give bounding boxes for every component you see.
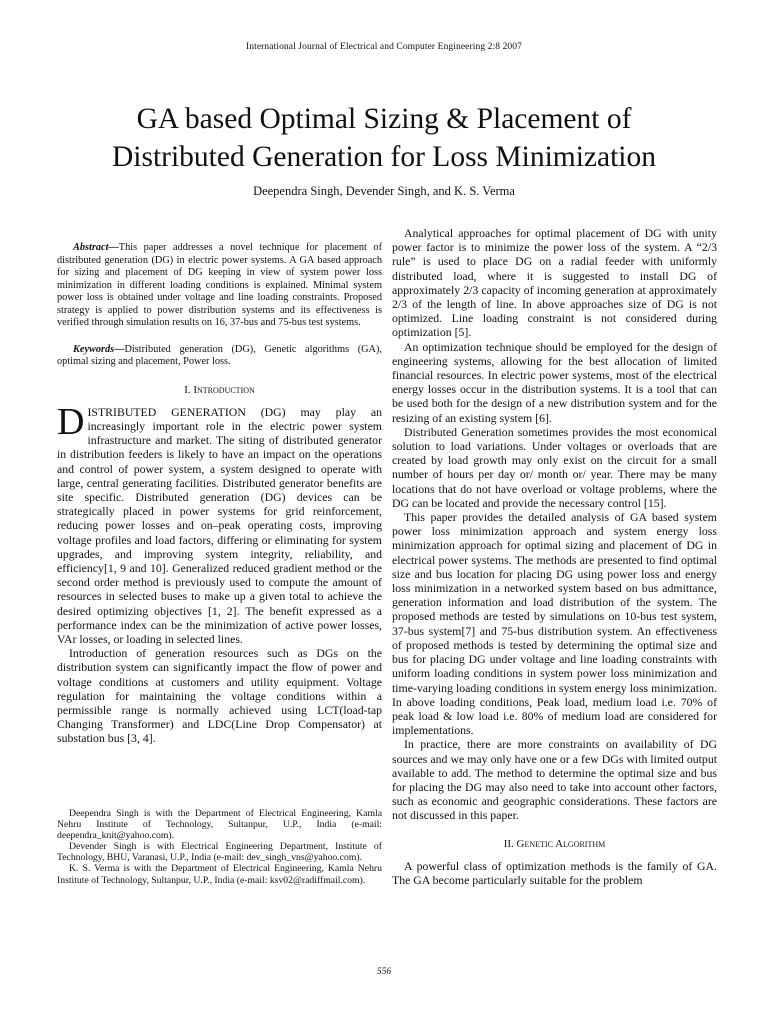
footnote-3: K. S. Verma is with the Department of Electrical Engineering, Kamla Nehru Institute of Technology, Sultanpur, U.P., India (e-mail: ksv02@radiffmail.com). [57,863,382,886]
intro-first-words: ISTRIBUTED GENERATION [87,404,246,419]
keywords-lead: Keywords— [73,343,125,355]
title-line-2: Distributed Generation for Loss Minimization [111,141,656,173]
section-heading-introduction: I. Introduction [184,383,255,396]
author-list: Deependra Singh, Devender Singh, and K. S. Verma [253,184,515,198]
right-paragraph-2: An optimization technique should be employed for the design of engineering systems, allowing for the best allocation of limited financial resources. In electric power systems, most of the electrical energy losses occur in the distribution systems. It is a tool that can be used both for the design of a new distribution system and for the resizing of an existing system [6]. [392,339,717,425]
section-heading-genetic-algorithm: II. Genetic Algorithm [503,837,606,850]
title-line-1: GA based Optimal Sizing & Placement of [136,103,632,135]
footnote-1: Deependra Singh is with the Department of Electrical Engineering, Kamla Nehru Institute of Technology, Sultanpur, U.P., India (e-mail: deependra_knit@yahoo.com). [57,808,382,842]
drop-cap: D [57,400,85,443]
right-paragraph-3: Distributed Generation sometimes provides the most economical solution to load variations. Under voltages or overloads that are created by load growth may only exist on the circuit for a small number of hours per day or/ month or/ year. There may be many locations that do not have overload or voltage problems, where the DG can be located and provide the necessary control [15]. [392,424,717,510]
journal-header: International Journal of Electrical and Computer Engineering 2:8 2007 [246,42,522,52]
right-column [392,226,717,887]
keywords-text: Distributed generation (DG), Genetic algorithms (GA), optimal sizing and placement, Power loss. [57,343,382,367]
intro-paragraph-1 [57,400,382,646]
left-column [57,226,382,746]
abstract-text: This paper addresses a novel technique for placement of distributed generation (DG) in electric power systems. A GA based approach for sizing and placement of DG keeping in view of system power loss minimization in different loading conditions is explained. Minimal system power loss is obtained under voltage and line loading constraints. Proposed strategy is applied to power distribution systems and its effectiveness is verified through simulation results on 16, 37-bus and 75-bus test systems. [57,242,382,328]
right-paragraph-6: A powerful class of optimization methods is the family of GA. The GA become particularly suitable for the problem [392,858,717,887]
keywords [57,344,382,369]
right-paragraph-5: In practice, there are more constraints on availability of DG sources and we may only have one or a few DGs with limited output available to add. The method to determine the optimal size and bus for placing the DG may also need to take into account other factors, such as economic and geographic considerations. These factors are not discussed in this paper. [392,737,717,823]
page-number: 556 [376,967,392,977]
intro-paragraph-1-text: (DG) may play an increasingly important role in the electric power system infrastructure and market. The siting of distributed generator in distribution feeders is likely to have an impact on the operations and control of power system, a system designed to operate with large, central generating facilities. Distributed generator benefits are site specific. Distributed generation (DG) devices can be strategically placed in power systems for grid reinforcement, reducing power losses and on–peak operating costs, improving voltage profiles and load factors, differing or eliminating for system upgrades, and improving system integrity, reliability, and efficiency[1, 9 and 10]. Generalized reduced gradient method or the second order method is previously used to compute the amount of resources in selected buses to make up a given total to achieve the desired optimizing objectives [1, 2]. The benefit expressed as a performance index can be the minimization of active power losses, VAr losses, or loading in selected lines. [57,404,382,646]
intro-paragraph-2: Introduction of generation resources such as DGs on the distribution system can significantly impact the flow of power and voltage conditions at customers and utility equipment. Voltage regulation for maintaining the voltage conditions within a permissible range is normally achieved using LCT(load-tap Changing Transformer) and LDC(Line Drop Compensator) at substation bus [3, 4]. [57,646,382,746]
footnote-2: Devender Singh is with Electrical Engineering Department, Institute of Technology, BHU, Varanasi, U.P., India (e-mail: dev_singh_vns@yahoo.com). [57,841,382,864]
abstract [57,242,382,330]
paper-title [40,100,728,176]
right-paragraph-1: Analytical approaches for optimal placement of DG with unity power factor is to minimize the power loss of the system. A “2/3 rule” is used to place DG on a radial feeder with uniformly distributed load, where it is suggested to install DG of approximately 2/3 capacity of incoming generation at approximately 2/3 of the length of line. In above approaches size of DG is not optimized. Line loading constraint is not considered during optimization [5]. [392,226,717,340]
right-paragraph-4: This paper provides the detailed analysis of GA based system power loss minimization approach and system energy loss minimization approach for optimal sizing and placement of DG in electrical power systems. The methods are presented to find optimal size and bus location for placing DG using power loss and energy loss minimization in a networked system based on bus admittance, generation information and load distribution of the system. The proposed methods are tested by simulations on 10-bus test system, 37-bus system[7] and 75-bus distribution system. An effectiveness of proposed methods is tested by determining the optimal size and bus for placing DG under voltage and line loading constraints with uniform loading conditions in system power loss minimization and time-varying loading conditions in system energy loss minimization. In above loading conditions, Peak load, medium load i.e. 70% of peak load & low load i.e. 80% of medium load are considered for implementations. [392,510,717,738]
abstract-lead: Abstract— [73,242,119,253]
author-footnotes [57,808,382,886]
